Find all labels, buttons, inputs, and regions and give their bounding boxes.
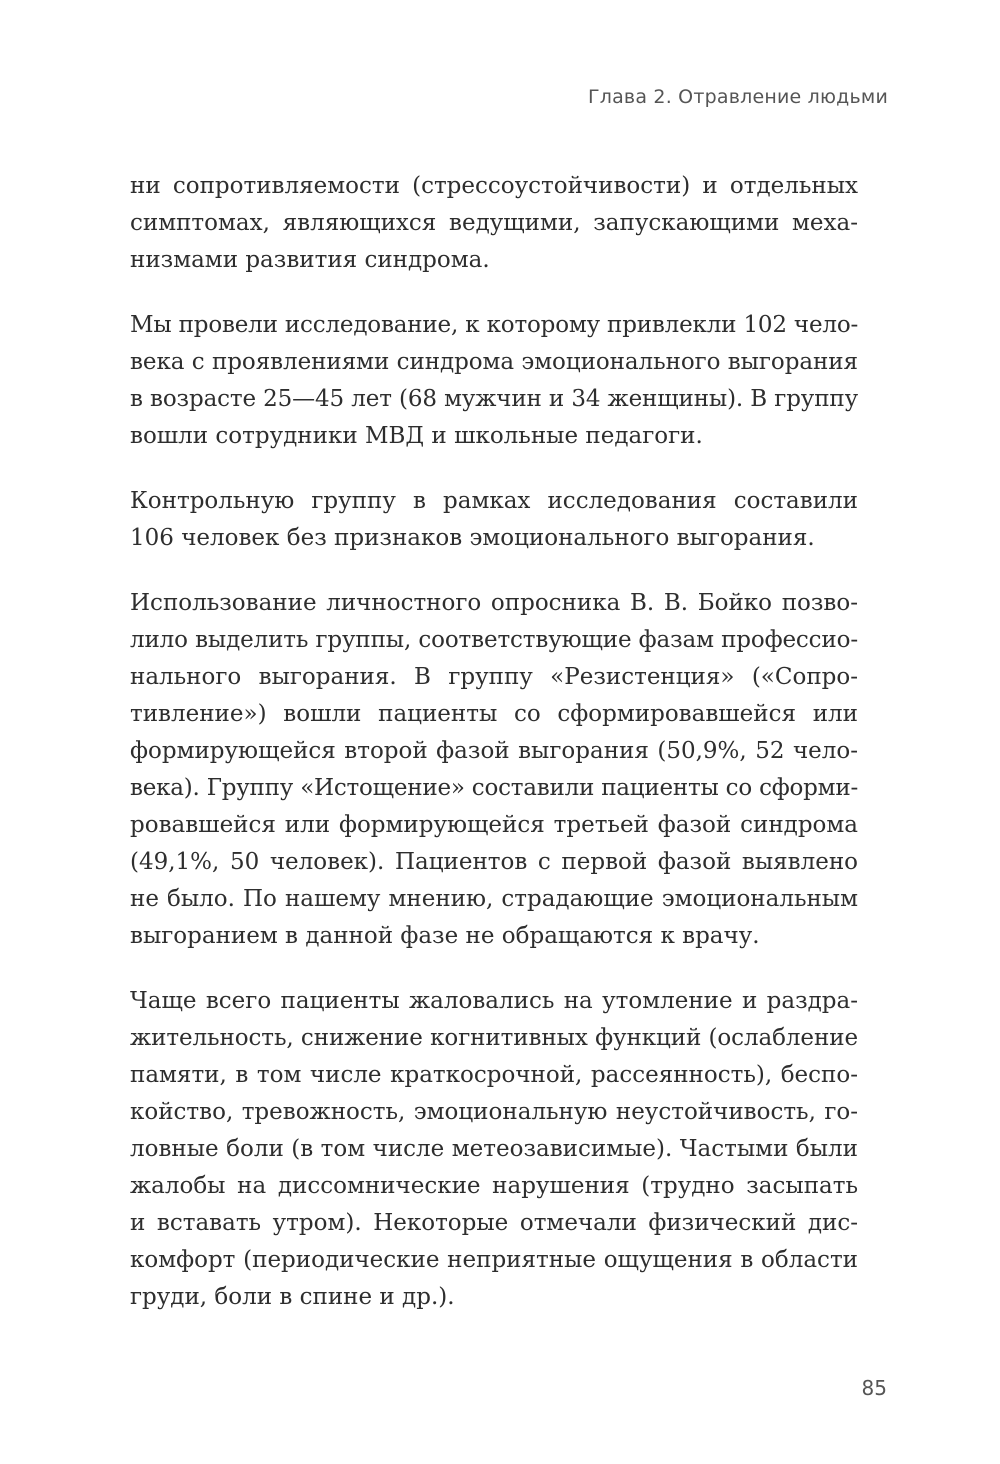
text-line: 106 человек без признаков эмоционального выгорания. [130,525,815,551]
text-line: жалобы на диссомнические нарушения (трудно засыпать [130,1173,858,1199]
text-line: симптомах, являющихся ведущими, запускающими меха- [130,210,858,236]
text-line: жительность, снижение когнитивных функций (ослабление [130,1025,858,1051]
text-line: и вставать утром). Некоторые отмечали физический дис- [130,1210,858,1236]
text-line: ловные боли (в том числе метеозависимые). Частыми были [130,1136,858,1162]
text-line: тивление») вошли пациенты со сформировавшейся или [130,701,858,727]
text-line: ни сопротивляемости (стрессоустойчивости) и отдельных [130,173,858,199]
text-line: Мы провели исследование, к которому привлекли 102 чело- [130,312,859,338]
text-line: вошли сотрудники МВД и школьные педагоги. [130,423,703,449]
text-line: не было. По нашему мнению, страдающие эмоциональным [130,886,858,912]
text-line: формирующейся второй фазой выгорания (50,9%, 52 чело- [130,738,858,764]
text-line: нального выгорания. В группу «Резистенция» («Сопро- [130,664,858,690]
text-line: века с проявлениями синдрома эмоционального выгорания [130,349,858,375]
text-line: низмами развития синдрома. [130,247,490,273]
text-line: Чаще всего пациенты жаловались на утомление и раздра- [130,988,858,1014]
text-line: памяти, в том числе краткосрочной, рассеянность), беспо- [130,1062,858,1088]
text-line: Контрольную группу в рамках исследования составили [130,488,858,514]
text-line: (49,1%, 50 человек). Пациентов с первой фазой выявлено [130,849,858,875]
running-header: Глава 2. Отравление людьми [587,86,888,108]
text-line: лило выделить группы, соответствующие фазам профессио- [130,627,858,653]
paragraph [130,307,858,455]
body-text [130,168,858,1344]
text-line: комфорт (периодические неприятные ощущения в области [130,1247,858,1273]
text-line: койство, тревожность, эмоциональную неустойчивость, го- [130,1099,858,1125]
text-line: Использование личностного опросника В. В. Бойко позво- [130,590,858,616]
text-line: в возрасте 25—45 лет (68 мужчин и 34 женщины). В группу [130,386,858,412]
paragraph [130,483,858,557]
text-line: выгоранием в данной фазе не обращаются к врачу. [130,923,760,949]
paragraph [130,983,858,1316]
text-line: груди, боли в спине и др.). [130,1284,455,1310]
page-number: 85 [861,1376,887,1400]
text-line: века). Группу «Истощение» составили пациенты со сформи- [130,775,858,801]
paragraph [130,168,858,279]
text-line: ровавшейся или формирующейся третьей фазой синдрома [130,812,858,838]
paragraph [130,585,858,955]
